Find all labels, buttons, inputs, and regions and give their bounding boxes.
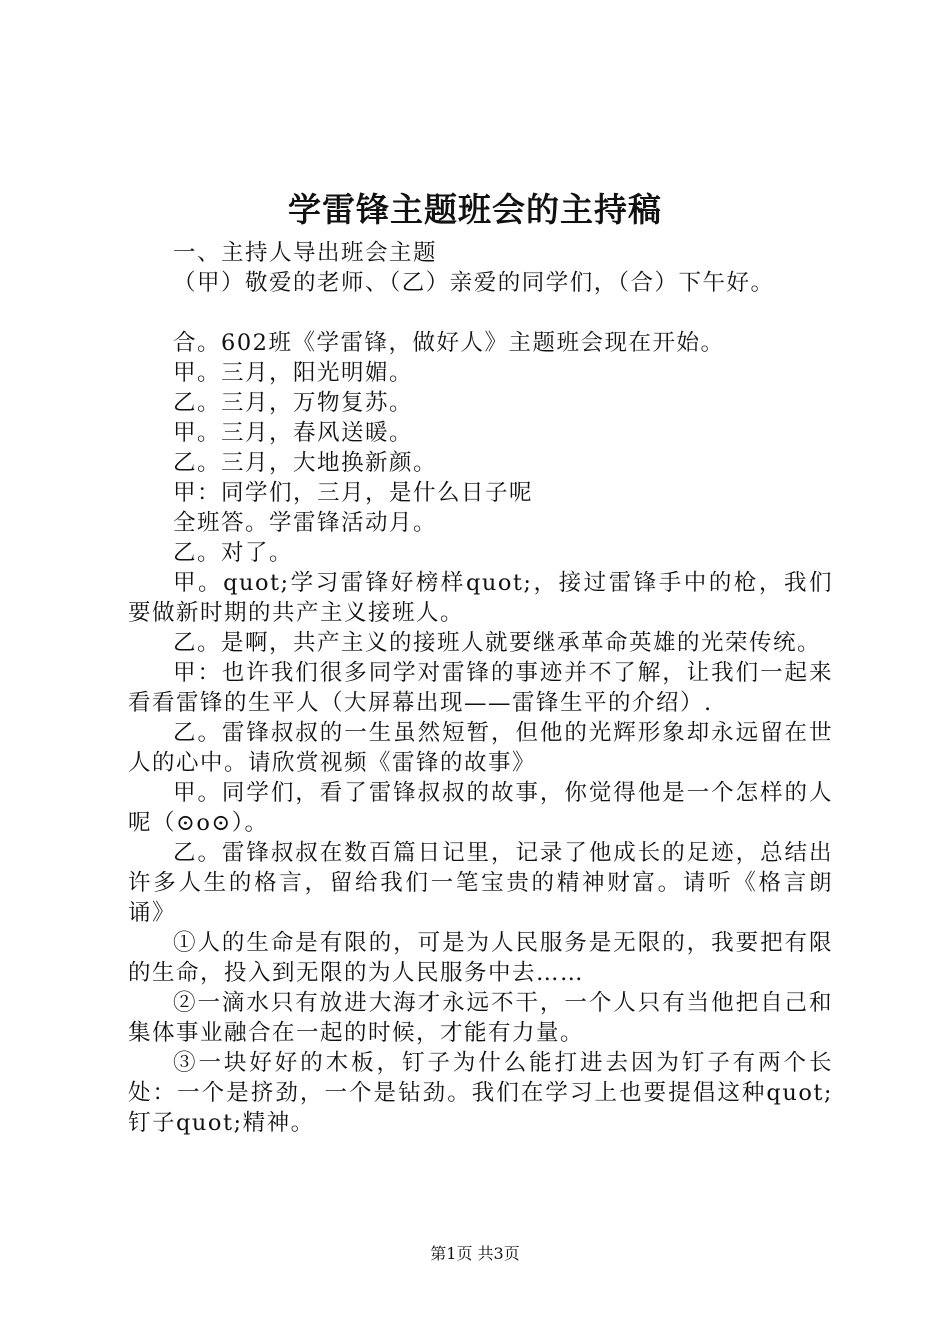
paragraph-line: 乙。对了。 bbox=[173, 540, 294, 566]
paragraph-body: 甲。同学们，看了雷锋叔叔的故事，你觉得他是一个怎样的人呢（⊙o⊙）。 bbox=[128, 780, 833, 836]
paragraph-body: 乙。雷锋叔叔的一生虽然短暂，但他的光辉形象却永远留在世人的心中。请欣赏视频《雷锋的故事》 bbox=[128, 720, 833, 776]
paragraph-line: 甲：同学们，三月，是什么日子呢 bbox=[173, 480, 534, 506]
paragraph-quote-1: ①人的生命是有限的，可是为人民服务是无限的，我要把有限的生命，投入到无限的为人民服务中去…… bbox=[128, 930, 833, 986]
paragraph-body: 甲。quot;学习雷锋好榜样quot;，接过雷锋手中的枪，我们要做新时期的共产主义接班人。 bbox=[128, 570, 833, 626]
paragraph-line: 乙。三月，万物复苏。 bbox=[173, 390, 414, 416]
paragraph-body: 甲：也许我们很多同学对雷锋的事迹并不了解，让我们一起来看看雷锋的生平人（大屏幕出现——雷锋生平的介绍）. bbox=[128, 660, 833, 716]
paragraph-quote-3: ③一块好好的木板，钉子为什么能打进去因为钉子有两个长处：一个是挤劲，一个是钻劲。我们在学习上也要提倡这种quot;钉子quot;精神。 bbox=[128, 1050, 833, 1136]
paragraph-greeting: （甲）敬爱的老师、（乙）亲爱的同学们，（合）下午好。 bbox=[173, 270, 775, 296]
paragraph-line: 甲。三月，阳光明媚。 bbox=[173, 360, 414, 386]
paragraph-line: 全班答。学雷锋活动月。 bbox=[173, 510, 438, 536]
paragraph-quote-2: ②一滴水只有放进大海才永远不干，一个人只有当他把自己和集体事业融合在一起的时候，才能有力量。 bbox=[128, 990, 833, 1046]
page-number-footer: 第1页 共3页 bbox=[430, 1244, 520, 1263]
document-body bbox=[128, 238, 833, 1138]
paragraph-line: 乙。三月，大地换新颜。 bbox=[173, 450, 438, 476]
paragraph-section-heading: 一、主持人导出班会主题 bbox=[173, 240, 438, 266]
document-title: 学雷锋主题班会的主持稿 bbox=[288, 190, 662, 229]
paragraph-line: 甲。三月，春风送暖。 bbox=[173, 420, 414, 446]
paragraph-opening: 合。602班《学雷锋，做好人》主题班会现在开始。 bbox=[173, 330, 725, 356]
paragraph-body: 乙。是啊，共产主义的接班人就要继承革命英雄的光荣传统。 bbox=[173, 630, 822, 656]
paragraph-body: 乙。雷锋叔叔在数百篇日记里，记录了他成长的足迹，总结出许多人生的格言，留给我们一笔宝贵的精神财富。请听《格言朗诵》 bbox=[128, 840, 833, 926]
